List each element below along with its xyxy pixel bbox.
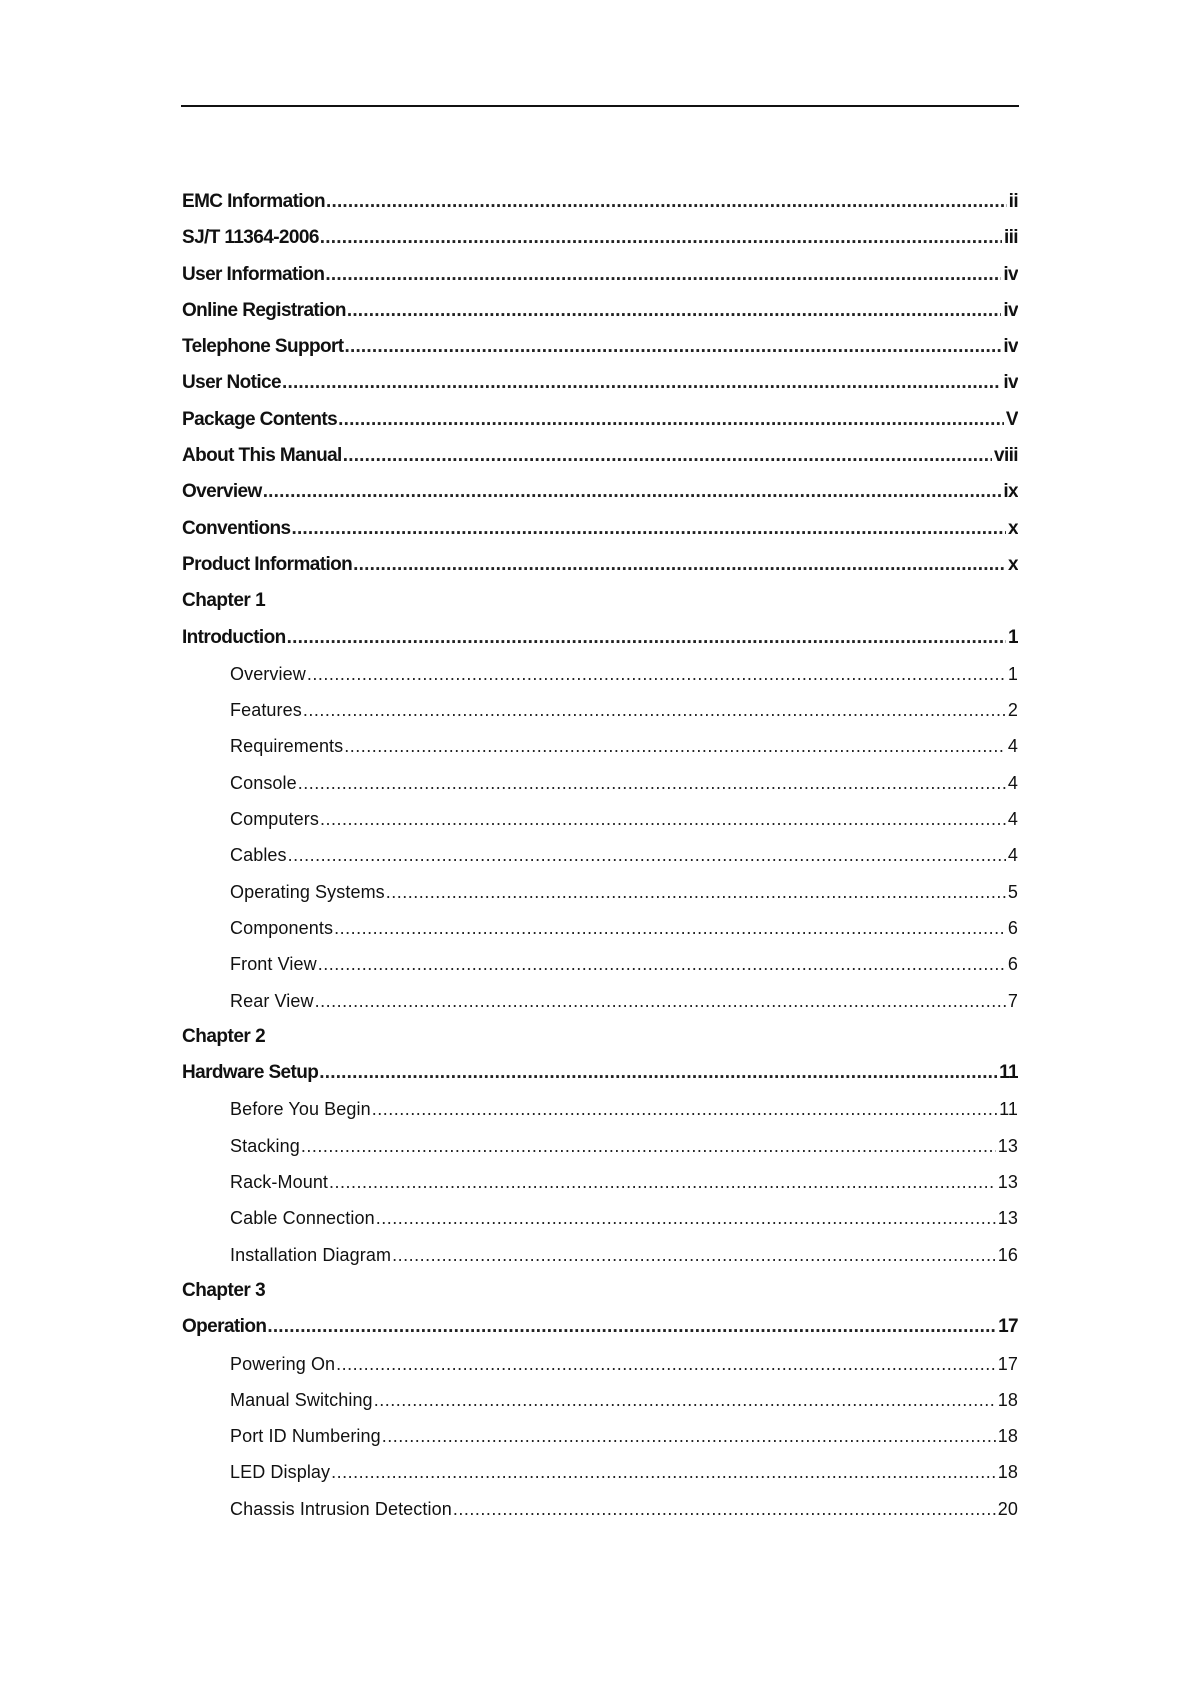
toc-chapter-heading — [182, 1273, 1018, 1309]
toc-entry[interactable] — [182, 329, 1018, 365]
toc-entry-title: EMC Information — [182, 191, 325, 212]
dot-leader — [382, 1418, 996, 1454]
dot-leader — [303, 692, 1006, 728]
toc-entry-title: Overview — [182, 481, 262, 503]
toc-entry-page-number: iii — [1003, 227, 1018, 249]
dot-leader — [320, 220, 1002, 256]
toc-entry-page-number: 18 — [997, 1389, 1018, 1410]
toc-entry-page-number: iv — [1003, 336, 1018, 358]
dot-leader — [372, 1091, 997, 1127]
toc-entry[interactable] — [182, 946, 1018, 982]
toc-entry[interactable] — [182, 1091, 1018, 1127]
dot-leader — [376, 1200, 996, 1236]
toc-entry[interactable] — [182, 438, 1018, 474]
toc-entry-title: Computers — [230, 809, 319, 830]
toc-entry-title: Chassis Intrusion Detection — [230, 1498, 452, 1519]
toc-entry-title: Console — [230, 772, 297, 793]
toc-entry[interactable] — [182, 547, 1018, 583]
toc-entry[interactable] — [182, 184, 1018, 220]
toc-entry[interactable] — [182, 1418, 1018, 1454]
toc-entry-title: Rear View — [230, 990, 314, 1011]
dot-leader — [291, 511, 1006, 547]
dot-leader — [287, 620, 1006, 656]
toc-entry[interactable] — [182, 983, 1018, 1019]
toc-entry-title: Introduction — [182, 626, 286, 648]
toc-entry-title: Overview — [230, 663, 306, 684]
toc-entry-page-number: 17 — [998, 1316, 1018, 1338]
toc-entry[interactable] — [182, 620, 1018, 656]
toc-entry-title: Online Registration — [182, 299, 346, 321]
toc-entry-title: Chapter 2 — [182, 1025, 266, 1047]
dot-leader — [329, 1164, 996, 1200]
dot-leader — [343, 438, 992, 474]
toc-entry[interactable] — [182, 293, 1018, 329]
toc-entry-page-number: 16 — [997, 1244, 1018, 1265]
toc-entry-page-number: 13 — [997, 1172, 1018, 1193]
toc-entry[interactable] — [182, 365, 1018, 401]
toc-entry[interactable] — [182, 1491, 1018, 1527]
dot-leader — [374, 1382, 996, 1418]
toc-entry-page-number: iv — [1003, 372, 1018, 394]
toc-entry-title: Product Information — [182, 553, 353, 575]
dot-leader — [319, 1055, 997, 1091]
toc-entry-page-number: 4 — [1007, 809, 1018, 830]
dot-leader — [345, 329, 1002, 365]
toc-entry-page-number: 1 — [1008, 626, 1018, 648]
dot-leader — [307, 656, 1006, 692]
toc-entry-page-number: ix — [1003, 481, 1018, 503]
dot-leader — [288, 837, 1006, 873]
toc-entry-title: Front View — [230, 954, 317, 975]
toc-entry-title: Installation Diagram — [230, 1244, 392, 1265]
dot-leader — [320, 801, 1006, 837]
toc-entry-title: Port ID Numbering — [230, 1426, 381, 1447]
dot-leader — [347, 293, 1002, 329]
toc-entry-title: LED Display — [230, 1462, 331, 1483]
toc-entry-title: Chapter 1 — [182, 590, 266, 612]
toc-entry[interactable] — [182, 402, 1018, 438]
toc-entry-title: Stacking — [230, 1135, 300, 1156]
toc-entry-page-number: ii — [1008, 191, 1018, 212]
toc-entry-page-number: x — [1008, 553, 1018, 575]
toc-entry[interactable] — [182, 1055, 1018, 1091]
toc-entry-title: Hardware Setup — [182, 1062, 319, 1084]
toc-entry[interactable] — [182, 837, 1018, 873]
toc-entry[interactable] — [182, 1164, 1018, 1200]
toc-entry-title: Features — [230, 700, 302, 721]
toc-entry[interactable] — [182, 1346, 1018, 1382]
toc-entry[interactable] — [182, 728, 1018, 764]
toc-entry-page-number: 4 — [1007, 736, 1018, 757]
toc-entry-title: Components — [230, 917, 334, 938]
dot-leader — [298, 765, 1006, 801]
dot-leader — [331, 1454, 996, 1490]
toc-entry-title: About This Manual — [182, 445, 342, 467]
dot-leader — [338, 402, 1004, 438]
toc-entry-page-number: 18 — [997, 1426, 1018, 1447]
dot-leader — [263, 474, 1002, 510]
toc-entry-title: Telephone Support — [182, 336, 344, 358]
toc-entry-page-number: x — [1008, 517, 1018, 539]
toc-entry-page-number: viii — [993, 445, 1018, 467]
toc-entry-page-number: 1 — [1007, 663, 1018, 684]
dot-leader — [344, 728, 1006, 764]
toc-entry-title: Operating Systems — [230, 881, 385, 902]
header-rule — [181, 105, 1019, 107]
toc-entry[interactable] — [182, 1237, 1018, 1273]
toc-entry-title: User Notice — [182, 372, 281, 394]
toc-entry-page-number: 2 — [1007, 700, 1018, 721]
toc-entry[interactable] — [182, 474, 1018, 510]
toc-entry[interactable] — [182, 257, 1018, 293]
toc-entry-title: Cables — [230, 845, 287, 866]
dot-leader — [318, 946, 1006, 982]
dot-leader — [453, 1491, 996, 1527]
toc-entry[interactable] — [182, 220, 1018, 256]
toc-entry-page-number: 18 — [997, 1462, 1018, 1483]
toc-entry[interactable] — [182, 656, 1018, 692]
toc-entry-title: Manual Switching — [230, 1389, 373, 1410]
dot-leader — [334, 910, 1006, 946]
dot-leader — [392, 1237, 996, 1273]
dot-leader — [325, 257, 1001, 293]
toc-entry-page-number: 17 — [997, 1353, 1018, 1374]
dot-leader — [282, 365, 1001, 401]
toc-entry-page-number: V — [1005, 408, 1018, 430]
toc-entry-title: User Information — [182, 263, 325, 285]
toc-entry[interactable] — [182, 910, 1018, 946]
dot-leader — [301, 1128, 996, 1164]
dot-leader — [336, 1346, 996, 1382]
dot-leader — [353, 547, 1006, 583]
toc-entry-title: Rack-Mount — [230, 1172, 329, 1193]
toc-entry-page-number: 7 — [1007, 990, 1018, 1011]
toc-entry-title: Package Contents — [182, 408, 338, 430]
toc-entry-title: Requirements — [230, 736, 344, 757]
toc-entry-page-number: 13 — [997, 1135, 1018, 1156]
toc-entry-page-number: 6 — [1007, 917, 1018, 938]
toc-entry-title: Conventions — [182, 517, 291, 539]
dot-leader — [315, 983, 1006, 1019]
dot-leader — [267, 1309, 996, 1345]
toc-entry[interactable] — [182, 1382, 1018, 1418]
toc-entry[interactable] — [182, 874, 1018, 910]
toc-chapter-heading — [182, 1019, 1018, 1055]
toc-entry-title: Operation — [182, 1316, 267, 1338]
toc-entry[interactable] — [182, 801, 1018, 837]
toc-entry[interactable] — [182, 511, 1018, 547]
table-of-contents — [182, 184, 1018, 1527]
toc-entry[interactable] — [182, 1128, 1018, 1164]
toc-entry[interactable] — [182, 765, 1018, 801]
toc-entry-page-number: iv — [1003, 263, 1018, 285]
toc-chapter-heading — [182, 583, 1018, 619]
toc-entry-page-number: 20 — [997, 1498, 1018, 1519]
toc-entry-page-number: 13 — [997, 1208, 1018, 1229]
toc-entry-page-number: 5 — [1007, 881, 1018, 902]
toc-entry-title: Before You Begin — [230, 1099, 371, 1120]
toc-entry-title: Chapter 3 — [182, 1279, 266, 1301]
toc-entry-title: Cable Connection — [230, 1208, 375, 1229]
toc-entry[interactable] — [182, 1309, 1018, 1345]
toc-entry-title: Powering On — [230, 1353, 336, 1374]
dot-leader — [386, 874, 1006, 910]
toc-entry-page-number: iv — [1003, 299, 1018, 321]
toc-entry-page-number: 4 — [1007, 772, 1018, 793]
toc-entry[interactable] — [182, 692, 1018, 728]
toc-entry[interactable] — [182, 1200, 1018, 1236]
toc-entry-page-number: 11 — [999, 1062, 1018, 1084]
toc-entry[interactable] — [182, 1454, 1018, 1490]
toc-entry-page-number: 11 — [999, 1099, 1018, 1120]
dot-leader — [326, 184, 1007, 220]
toc-entry-page-number: 6 — [1007, 954, 1018, 975]
toc-entry-title: SJ/T 11364-2006 — [182, 227, 319, 249]
toc-entry-page-number: 4 — [1007, 845, 1018, 866]
